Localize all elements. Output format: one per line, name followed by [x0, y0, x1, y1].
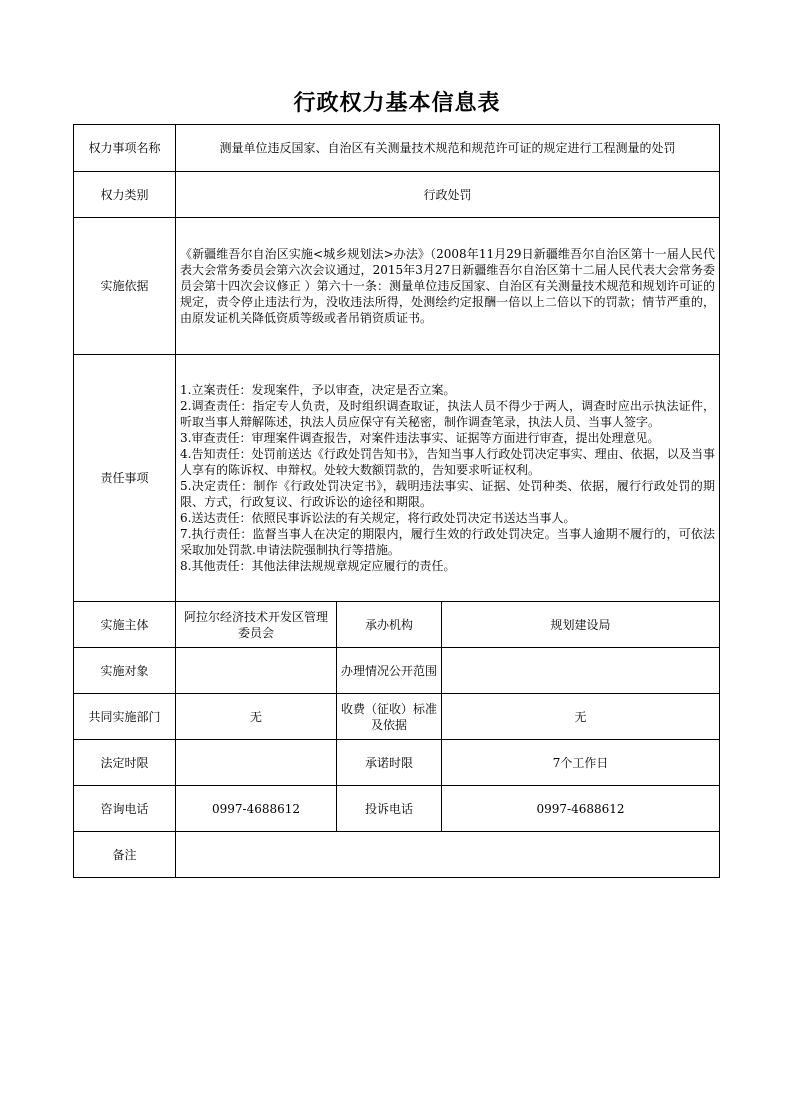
value-responsibility: [176, 355, 720, 602]
label-category: 权力类别: [74, 172, 176, 218]
responsibility-item-1: 1.立案责任：发现案件，予以审查，决定是否立案。: [180, 383, 456, 397]
label-power-name: 权力事项名称: [74, 125, 176, 172]
label-disclosure-scope: 办理情况公开范围: [337, 648, 442, 694]
value-disclosure-scope: [442, 648, 720, 694]
value-legal-time-limit: [176, 740, 337, 786]
value-consult-phone: 0997-4688612: [176, 786, 337, 832]
label-target: 实施对象: [74, 648, 176, 694]
label-promised-time-limit: 承诺时限: [337, 740, 442, 786]
label-fee-basis: 收费（征收）标准及依据: [337, 694, 442, 740]
value-remark: [176, 832, 720, 878]
info-table: [73, 124, 720, 878]
responsibility-item-6: 6.送达责任：依照民事诉讼法的有关规定，将行政处罚决定书送达当事人。: [180, 511, 576, 525]
row-basis: [74, 218, 720, 355]
label-responsibility: 责任事项: [74, 355, 176, 602]
row-remark: [74, 832, 720, 878]
responsibility-item-8: 8.其他责任：其他法律法规规章规定应履行的责任。: [180, 559, 456, 573]
label-basis: 实施依据: [74, 218, 176, 355]
label-legal-time-limit: 法定时限: [74, 740, 176, 786]
row-category: [74, 172, 720, 218]
row-responsibility: [74, 355, 720, 602]
row-power-name: [74, 125, 720, 172]
label-remark: 备注: [74, 832, 176, 878]
label-consult-phone: 咨询电话: [74, 786, 176, 832]
value-category: 行政处罚: [176, 172, 720, 218]
value-handling-org: 规划建设局: [442, 602, 720, 648]
page-title: 行政权力基本信息表: [293, 90, 501, 116]
row-subject: [74, 602, 720, 648]
label-complaint-phone: 投诉电话: [337, 786, 442, 832]
row-time-limit: [74, 740, 720, 786]
label-joint-department: 共同实施部门: [74, 694, 176, 740]
label-subject: 实施主体: [74, 602, 176, 648]
value-promised-time-limit: 7个工作日: [442, 740, 720, 786]
label-handling-org: 承办机构: [337, 602, 442, 648]
row-phone: [74, 786, 720, 832]
responsibility-item-7: 7.执行责任：监督当事人在决定的期限内，履行生效的行政处罚决定。当事人逾期不履行的，可依法采取加处罚款.申请法院强制执行等措施。: [180, 527, 716, 557]
value-basis: 《新疆维吾尔自治区实施<城乡规划法>办法》（2008年11月29日新疆维吾尔自治区第十一届人民代表大会常务委员会第六次会议通过，2015年3月27日新疆维吾尔自治区第十二届人民代表大会常务委员会第十四次会议修正 ）第六十一条：测量单位违反国家、自治区有关测量技术规范和规划许可证的规定，责令停止违法行为，没收违法所得，处测绘约定报酬一倍以上二倍以下的罚款；情节严重的，由原发证机关降低资质等级或者吊销资质证书。: [176, 218, 720, 355]
value-target: [176, 648, 337, 694]
value-complaint-phone: 0997-4688612: [442, 786, 720, 832]
value-power-name: 测量单位违反国家、自治区有关测量技术规范和规范许可证的规定进行工程测量的处罚: [176, 125, 720, 172]
value-subject: 阿拉尔经济技术开发区管理委员会: [176, 602, 337, 648]
responsibility-item-4: 4.告知责任：处罚前送达《行政处罚告知书》，告知当事人行政处罚决定事实、理由、依据，以及当事人享有的陈诉权、申辩权。处较大数额罚款的，告知要求听证权利。: [180, 447, 716, 477]
responsibility-item-5: 5.决定责任：制作《行政处罚决定书》，载明违法事实、证据、处罚种类、依据，履行行政处罚的期限、方式，行政复议、行政诉讼的途径和期限。: [180, 479, 716, 509]
row-joint: [74, 694, 720, 740]
row-target: [74, 648, 720, 694]
responsibility-item-2: 2.调查责任：指定专人负责，及时组织调查取证，执法人员不得少于两人，调查时应出示执法证件，听取当事人辩解陈述，执法人员应保守有关秘密，制作调查笔录，执法人员、当事人签字。: [180, 399, 716, 429]
value-fee-basis: 无: [442, 694, 720, 740]
responsibility-item-3: 3.审查责任：审理案件调查报告，对案件违法事实、证据等方面进行审查，提出处理意见。: [180, 431, 660, 445]
value-joint-department: 无: [176, 694, 337, 740]
